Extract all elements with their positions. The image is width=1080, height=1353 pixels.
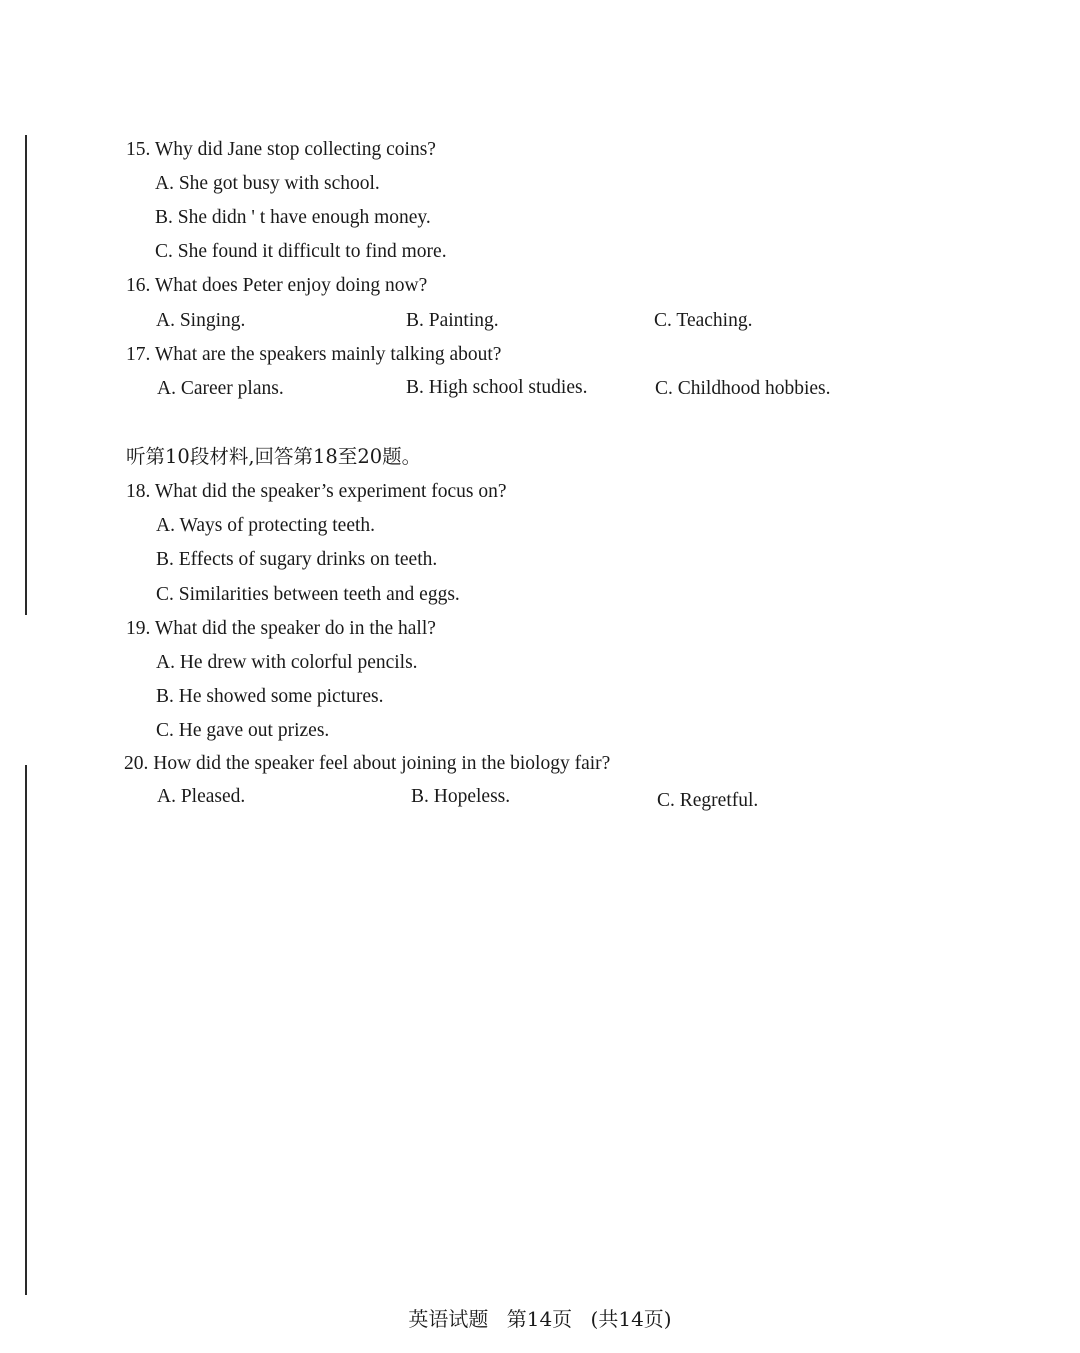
question-19-stem: 19. What did the speaker do in the hall? [126,618,436,639]
question-16-option-a: A. Singing. [156,310,246,331]
page-footer [0,1306,1080,1332]
question-18-option-c: C. Similarities between teeth and eggs. [156,584,460,605]
question-15-option-a: A. She got busy with school. [155,173,380,194]
question-17-option-c: C. Childhood hobbies. [655,378,831,399]
question-19-option-a: A. He drew with colorful pencils. [156,652,418,673]
binding-line-bottom [25,765,27,1295]
question-16-stem: 16. What does Peter enjoy doing now? [126,275,428,296]
question-20-stem: 20. How did the speaker feel about joining in the biology fair? [124,753,611,774]
question-20-option-b: B. Hopeless. [411,786,511,807]
question-15-option-b: B. She didn ' t have enough money. [155,207,431,228]
question-16-option-b: B. Painting. [406,310,499,331]
footer-page-number: 第14页 [506,1307,573,1331]
question-17-stem: 17. What are the speakers mainly talking about? [126,344,502,365]
section-heading-10: 听第10段材料,回答第18至20题。 [126,445,422,468]
question-17-option-a: A. Career plans. [157,378,284,399]
question-19-option-c: C. He gave out prizes. [156,720,330,741]
question-19-option-b: B. He showed some pictures. [156,686,384,707]
question-18-option-a: A. Ways of protecting teeth. [156,515,376,536]
question-18-stem: 18. What did the speaker’s experiment focus on? [126,481,507,502]
question-20-option-c: C. Regretful. [657,790,759,811]
question-20-option-a: A. Pleased. [157,786,246,807]
binding-line-top [25,135,27,615]
question-15-option-c: C. She found it difficult to find more. [155,241,447,262]
question-16-option-c: C. Teaching. [654,310,753,331]
footer-total-pages: (共14页) [590,1307,672,1331]
question-17-option-b: B. High school studies. [406,377,588,398]
question-18-option-b: B. Effects of sugary drinks on teeth. [156,549,438,570]
footer-subject: 英语试题 [408,1307,489,1331]
question-15-stem: 15. Why did Jane stop collecting coins? [126,139,436,160]
